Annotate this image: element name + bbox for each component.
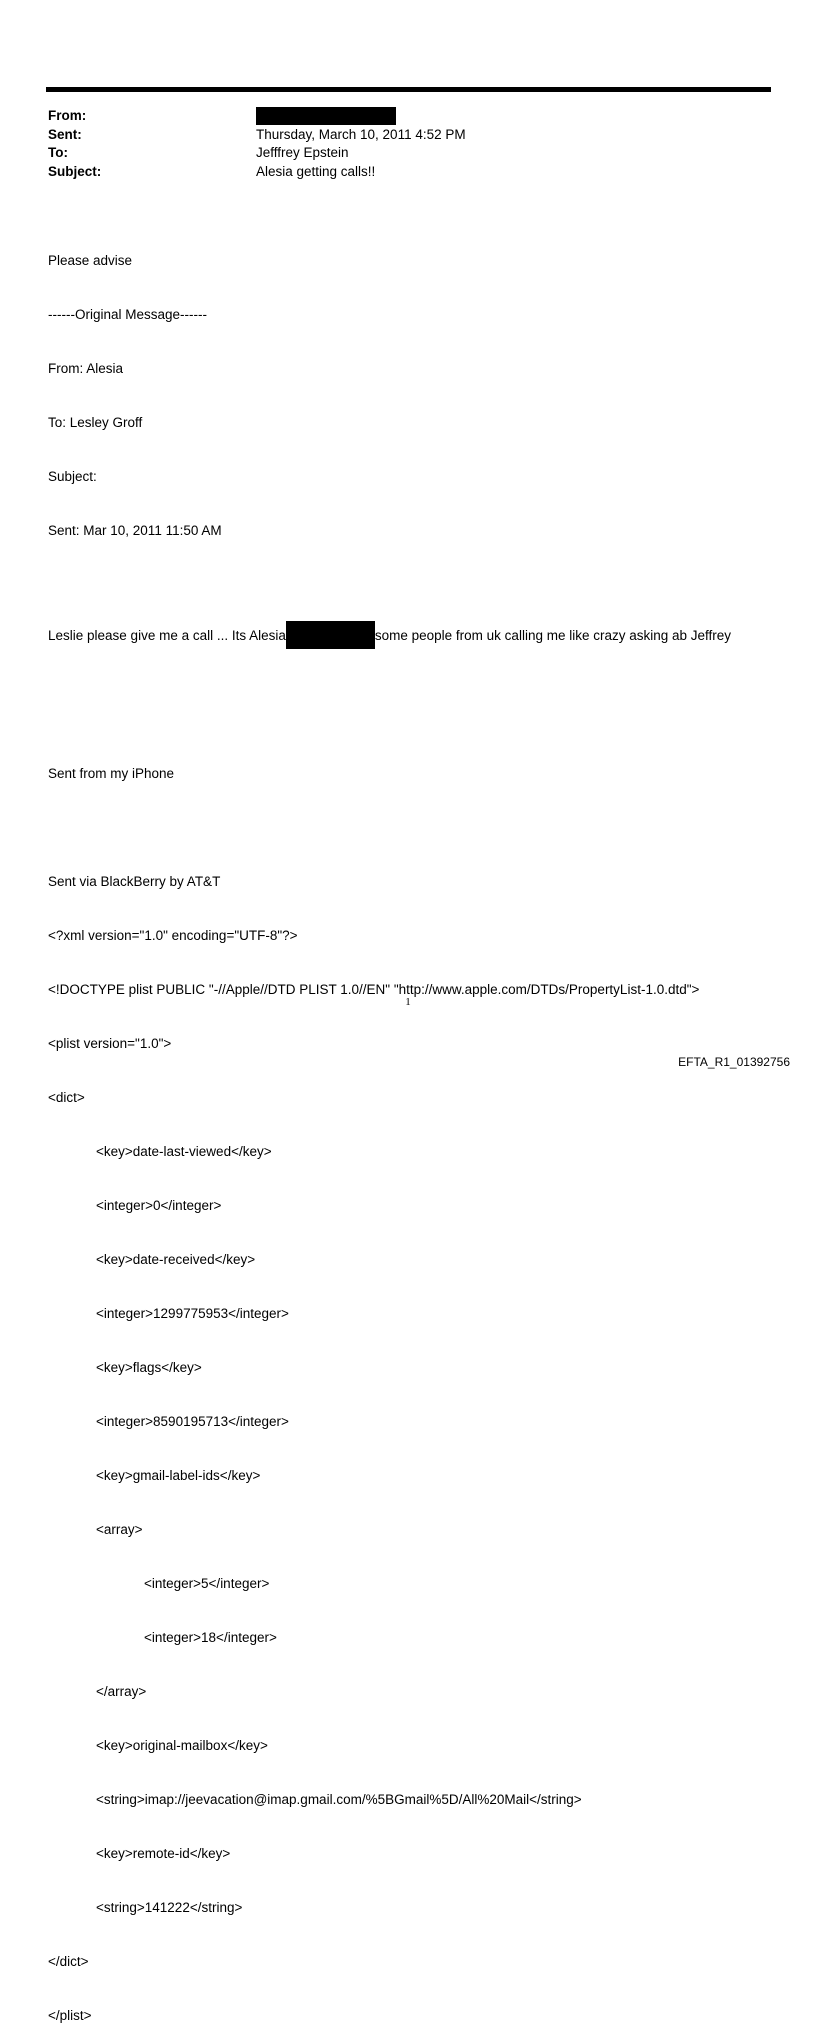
plist-line: <?xml version="1.0" encoding="UTF-8"?> [48, 928, 298, 943]
message-line [48, 621, 732, 643]
from-value [256, 107, 396, 128]
plist-line: <array> [96, 1522, 143, 1537]
plist-line: <string>imap://jeevacation@imap.gmail.com/%5BGmail%5D/All%20Mail</string> [96, 1792, 582, 1807]
plist-line: </dict> [48, 1954, 89, 1969]
redaction-box [286, 621, 375, 649]
advise-line: Please advise [48, 253, 133, 268]
message-part-2: some people from uk calling me like crazy asking ab Jeffrey [374, 628, 732, 643]
plist-line: <integer>1299775953</integer> [96, 1306, 289, 1321]
plist-line: <key>flags</key> [96, 1360, 202, 1375]
page-number: 1 [405, 996, 411, 1008]
sent-label: Sent: [48, 126, 82, 142]
to-value: Jefffrey Epstein [256, 145, 349, 160]
email-body [48, 216, 731, 2043]
plist-line: <key>original-mailbox</key> [96, 1738, 268, 1753]
plist-line: <key>remote-id</key> [96, 1846, 231, 1861]
subject-label: Subject: [48, 163, 102, 179]
plist-line: <!DOCTYPE plist PUBLIC "-//Apple//DTD PLIST 1.0//EN" "http://www.apple.com/DTDs/PropertyList-1.0.dtd"> [48, 982, 700, 997]
plist-line: <key>date-last-viewed</key> [96, 1144, 272, 1159]
redaction-box [256, 107, 396, 125]
plist-line: <dict> [48, 1090, 85, 1105]
plist-line: <integer>8590195713</integer> [96, 1414, 289, 1429]
original-subject: Subject: [48, 469, 97, 484]
from-label: From: [48, 108, 87, 123]
plist-line: </array> [96, 1684, 147, 1699]
original-sent: Sent: Mar 10, 2011 11:50 AM [48, 523, 222, 538]
subject-value: Alesia getting calls!! [256, 163, 376, 179]
plist-line: </plist> [48, 2008, 92, 2023]
plist-line: <integer>5</integer> [144, 1576, 270, 1591]
plist-line: <plist version="1.0"> [48, 1036, 172, 1051]
original-message-marker: ------Original Message------ [48, 307, 207, 322]
plist-line: <integer>18</integer> [144, 1630, 277, 1645]
plist-line: <key>gmail-label-ids</key> [96, 1468, 261, 1483]
header-rule [46, 87, 771, 92]
plist-line: <integer>0</integer> [96, 1198, 222, 1213]
bates-number: EFTA_R1_01392756 [678, 1055, 790, 1069]
blackberry-signature: Sent via BlackBerry by AT&T [48, 874, 221, 889]
plist-line: <key>date-received</key> [96, 1252, 256, 1267]
iphone-signature: Sent from my iPhone [48, 766, 175, 781]
original-to: To: Lesley Groff [48, 415, 143, 430]
message-part-1: Leslie please give me a call ... Its Alesia [48, 628, 286, 643]
plist-line: <string>141222</string> [96, 1900, 243, 1915]
original-from: From: Alesia [48, 361, 124, 376]
sent-value: Thursday, March 10, 2011 4:52 PM [256, 126, 466, 142]
to-label: To: [48, 145, 68, 160]
